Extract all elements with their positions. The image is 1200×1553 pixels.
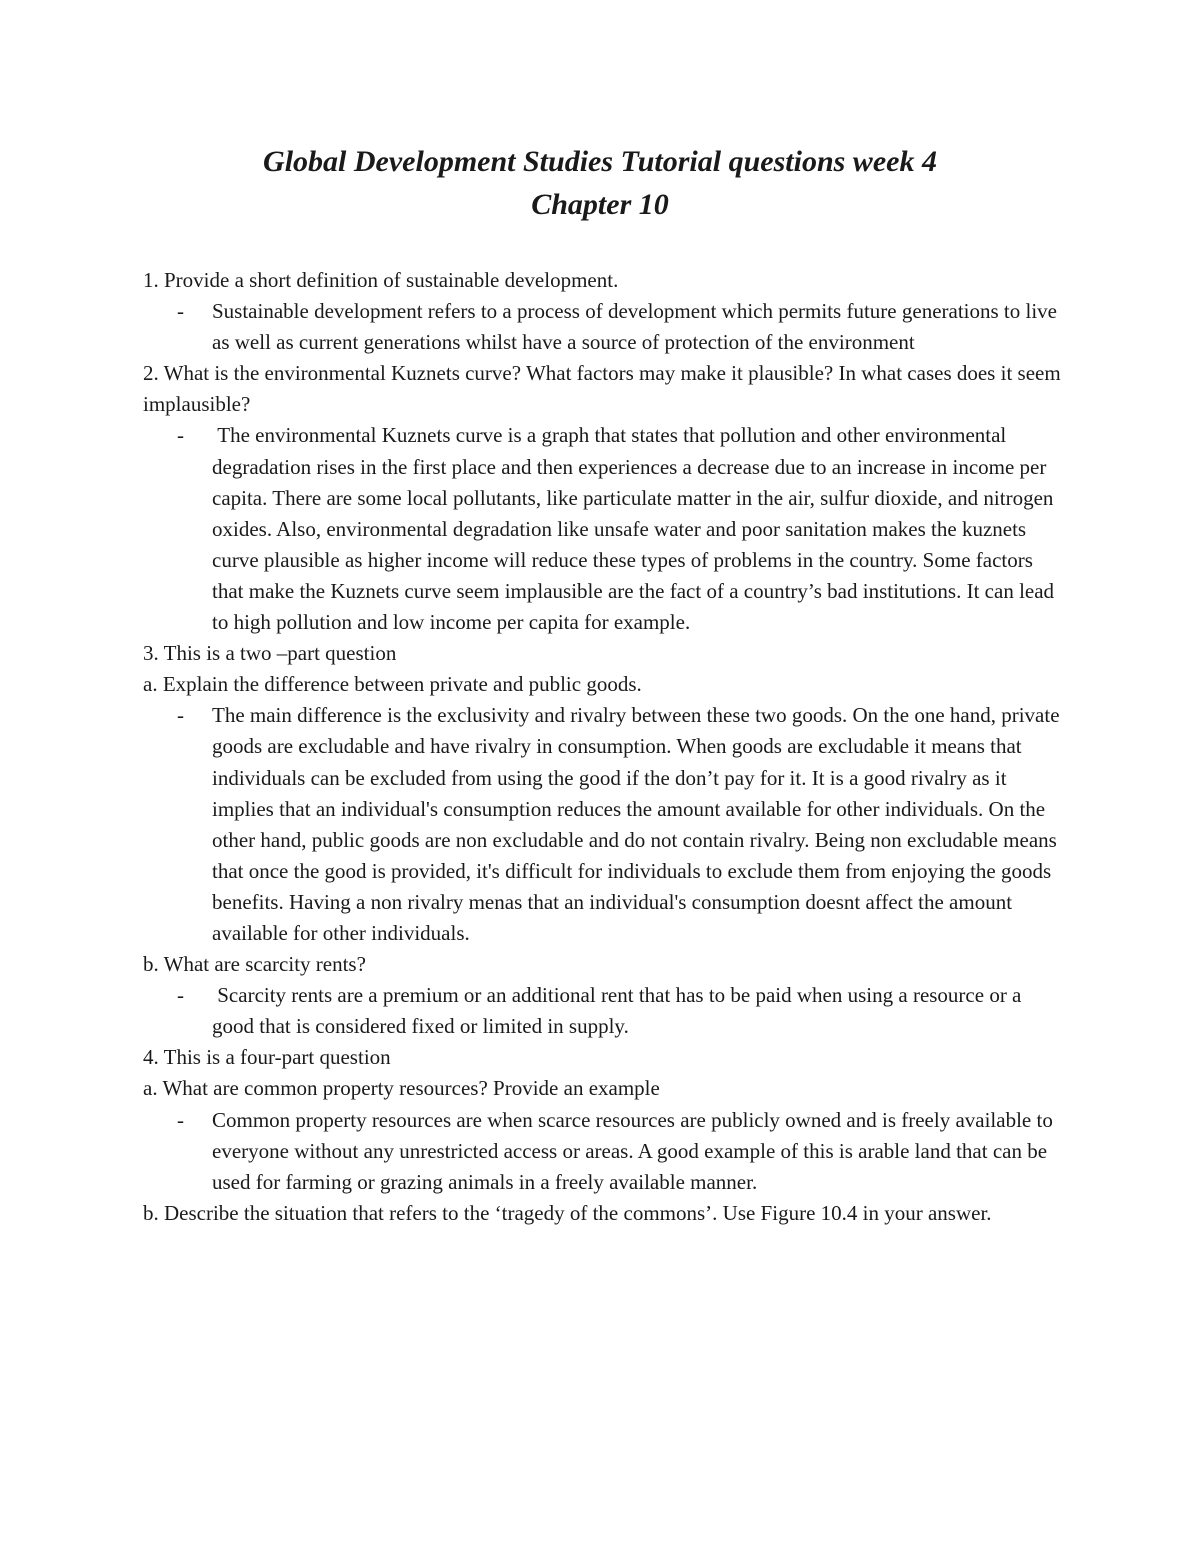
- question-3b: b. What are scarcity rents?: [143, 952, 366, 977]
- question-3a: a. Explain the difference between private and public goods.: [143, 672, 642, 697]
- document-title: Global Development Studies Tutorial questions week 4: [263, 145, 937, 178]
- bullet-dash: -: [177, 1107, 184, 1132]
- bullet-dash: -: [177, 423, 184, 448]
- question-4: 4. This is a four-part question: [143, 1045, 391, 1070]
- bullet-dash: -: [177, 703, 184, 728]
- question-4b: b. Describe the situation that refers to the ‘tragedy of the commons’. Use Figure 10.4 in your answer.: [143, 1200, 992, 1225]
- answer-1-text: Sustainable development refers to a process of development which permits future generations to live as well as current generations whilst have a source of protection of the environment: [212, 299, 1057, 355]
- answer-3b-text: Scarcity rents are a premium or an additional rent that has to be paid when using a resource or a good that is considered fixed or limited in supply.: [212, 983, 1027, 1039]
- chapter-title: Chapter 10: [531, 188, 669, 221]
- answer-2-text: The environmental Kuznets curve is a graph that states that pollution and other environmental degradation rises in the first place and then experiences a decrease due to an increase in income per capita. There are some local pollutants, like particulate matter in the air, sulfur dioxide, and nitrogen oxides. Also, environmental degradation like unsafe water and poor sanitation makes the kuznets curve plausible as higher income will reduce these types of problems in the country. Some factors that make the Kuznets curve seem implausible are the fact of a country’s bad institutions. It can lead to high pollution and low income per capita for example.: [212, 423, 1060, 635]
- answer-3b: [143, 980, 1063, 1042]
- question-4a: a. What are common property resources? Provide an example: [143, 1076, 660, 1101]
- bullet-dash: -: [177, 983, 184, 1008]
- answer-3a: [143, 700, 1063, 949]
- document-body: [143, 265, 1063, 1229]
- answer-4a: [143, 1105, 1063, 1198]
- question-2: 2. What is the environmental Kuznets curve? What factors may make it plausible? In what cases does it seem implausible?: [143, 361, 1061, 417]
- answer-1: [143, 296, 1063, 358]
- question-1: 1. Provide a short definition of sustainable development.: [143, 268, 619, 292]
- question-3: 3. This is a two –part question: [143, 641, 397, 666]
- bullet-dash: -: [177, 299, 184, 324]
- answer-2: [143, 420, 1063, 638]
- answer-3a-text: The main difference is the exclusivity and rivalry between these two goods. On the one hand, private goods are excludable and have rivalry in consumption. When goods are excludable it means that individuals can be excluded from using the good if the don’t pay for it. It is a good rivalry as it implies that an individual's consumption reduces the amount available for other individuals. On the other hand, public goods are non excludable and do not contain rivalry. Being non excludable means that once the good is provided, it's difficult for individuals to exclude them from enjoying the goods benefits. Having a non rivalry menas that an individual's consumption doesnt affect the amount available for other individuals.: [212, 703, 1060, 945]
- answer-4a-text: Common property resources are when scarce resources are publicly owned and is freely available to everyone without any unrestricted access or areas. A good example of this is arable land that can be used for farming or grazing animals in a freely available manner.: [212, 1107, 1053, 1194]
